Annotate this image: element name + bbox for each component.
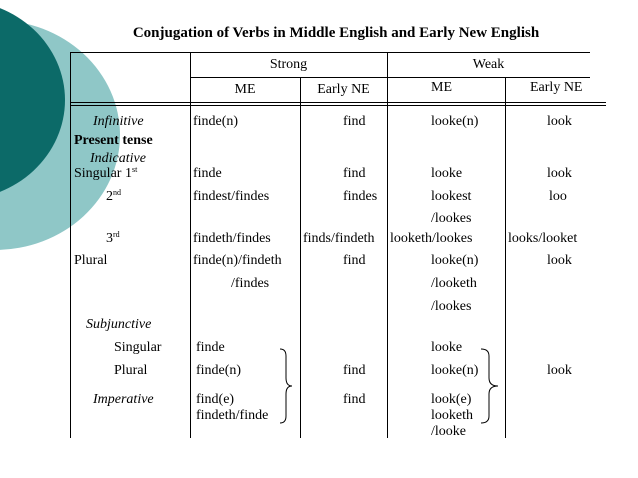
label-present-tense: Present tense	[74, 133, 153, 148]
cell-imperative-strong-me-alt: findeth/finde	[196, 408, 269, 423]
cell-plural-strong-ene: find	[343, 253, 366, 268]
label-plural: Plural	[74, 253, 108, 268]
cell-infinitive-strong-ene: find	[343, 114, 366, 129]
column-divider-strong-mid	[300, 78, 301, 438]
cell-2nd-weak-ene: loo	[549, 189, 567, 204]
table-top-rule	[70, 52, 590, 53]
cell-sg1-strong-me: finde	[193, 166, 222, 181]
cell-3rd-strong-me: findeth/findes	[193, 231, 271, 246]
cell-infinitive-weak-ene: look	[547, 114, 572, 129]
header-weak-me: ME	[431, 80, 452, 95]
cell-plural-weak-me-alt1: /looketh	[431, 276, 477, 291]
cell-imperative-weak-me: look(e)	[431, 392, 472, 407]
label-singular-1st: Singular 1st	[74, 165, 138, 181]
label-indicative: Indicative	[90, 151, 146, 166]
cell-subj-plural-strong-ene: find	[343, 363, 366, 378]
cell-subj-singular-strong-me: finde	[196, 340, 225, 355]
cell-3rd-weak-me: looketh/lookes	[390, 231, 473, 246]
cell-imperative-weak-me-alt1: looketh	[431, 408, 473, 423]
label-infinitive: Infinitive	[93, 114, 144, 129]
header-strong-me: ME	[234, 82, 256, 97]
cell-infinitive-strong-me: finde(n)	[193, 114, 239, 129]
label-subjunctive: Subjunctive	[86, 317, 152, 332]
cell-imperative-strong-ene: find	[343, 392, 366, 407]
label-subj-singular: Singular	[114, 340, 162, 355]
cell-imperative-strong-me: find(e)	[196, 392, 235, 407]
cell-plural-weak-ene: look	[547, 253, 572, 268]
cell-plural-weak-me: looke(n)	[431, 253, 479, 268]
cell-2nd-strong-me: findest/findes	[193, 189, 270, 204]
cell-2nd-strong-ene: findes	[343, 189, 378, 204]
cell-2nd-weak-me-alt: /lookes	[431, 211, 472, 226]
header-weak-early-ne: Early NE	[530, 80, 583, 95]
header-bottom-rule	[70, 102, 606, 103]
column-divider-strong	[190, 52, 191, 438]
label-imperative: Imperative	[93, 392, 154, 407]
header-strong-early-ne: Early NE	[317, 82, 370, 97]
cell-sg1-weak-ene: look	[547, 166, 572, 181]
cell-imperative-weak-me-alt2: /looke	[431, 424, 466, 439]
column-divider-weak-mid	[505, 78, 506, 438]
page-title: Conjugation of Verbs in Middle English and Early New English	[132, 25, 540, 41]
header-strong: Strong	[269, 57, 308, 72]
cell-sg1-weak-me: looke	[431, 166, 463, 181]
cell-3rd-strong-ene: finds/findeth	[303, 231, 375, 246]
cell-subj-plural-weak-me: looke(n)	[431, 363, 479, 378]
cell-2nd-weak-me: lookest	[431, 189, 472, 204]
header-weak: Weak	[472, 57, 505, 72]
cell-3rd-weak-ene: looks/looket	[508, 231, 578, 246]
column-divider-weak	[387, 52, 388, 438]
header-bottom-rule-2	[70, 105, 606, 106]
label-2nd: 2nd	[106, 188, 121, 204]
cell-subj-plural-strong-me: finde(n)	[196, 363, 242, 378]
cell-plural-strong-me-alt: /findes	[231, 276, 270, 291]
label-subj-plural: Plural	[114, 363, 148, 378]
cell-sg1-strong-ene: find	[343, 166, 366, 181]
cell-plural-weak-me-alt2: /lookes	[431, 299, 472, 314]
right-brace-weak	[479, 348, 501, 424]
cell-infinitive-weak-me: looke(n)	[431, 114, 479, 129]
header-mid-rule	[190, 77, 590, 78]
column-divider-left	[70, 52, 71, 438]
right-brace-strong	[278, 348, 294, 424]
cell-plural-strong-me: finde(n)/findeth	[193, 253, 282, 268]
label-3rd: 3rd	[106, 230, 120, 246]
cell-subj-singular-weak-me: looke	[431, 340, 463, 355]
cell-subj-plural-weak-ene: look	[547, 363, 572, 378]
